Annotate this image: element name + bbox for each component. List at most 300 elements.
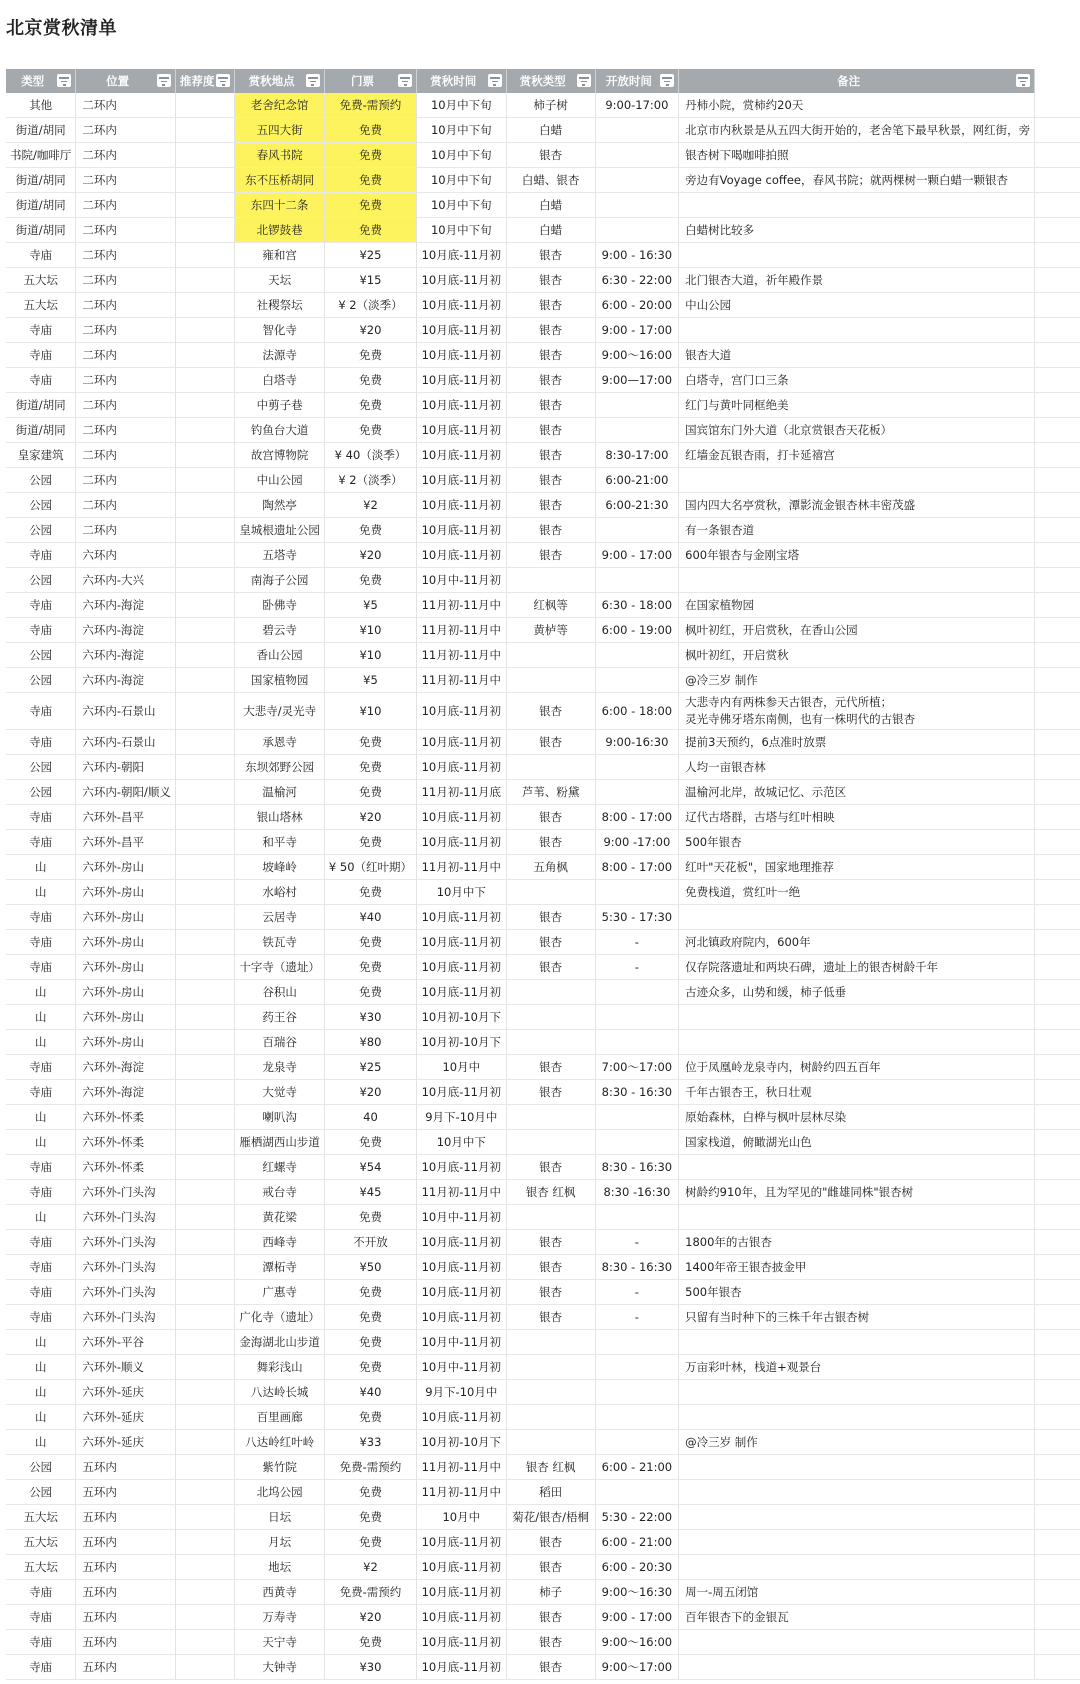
cell-rating[interactable] <box>175 568 235 593</box>
filter-icon[interactable] <box>157 74 171 87</box>
cell-time[interactable]: 10月底-11月初 <box>417 955 507 980</box>
cell-spot[interactable]: 云居寺 <box>235 905 325 930</box>
column-header-rating[interactable] <box>175 69 235 93</box>
cell-spot[interactable]: 银山塔林 <box>235 805 325 830</box>
cell-hours[interactable] <box>595 193 679 218</box>
cell-location[interactable]: 六环外-房山 <box>76 880 176 905</box>
table-row[interactable] <box>6 755 1080 780</box>
cell-location[interactable]: 五环内 <box>76 1605 176 1630</box>
cell-hours[interactable]: 6:00 - 20:00 <box>595 293 679 318</box>
table-row[interactable] <box>6 1005 1080 1030</box>
cell-time[interactable]: 10月底-11月初 <box>417 543 507 568</box>
cell-blank[interactable] <box>1035 168 1080 193</box>
cell-type[interactable]: 五大坛 <box>6 268 76 293</box>
cell-ticket[interactable]: 40 <box>324 1105 416 1130</box>
cell-ticket[interactable]: 免费 <box>324 1330 416 1355</box>
cell-rating[interactable] <box>175 143 235 168</box>
cell-notes[interactable]: 万亩彩叶林，栈道+观景台 <box>679 1355 1035 1380</box>
cell-location[interactable]: 六环内 <box>76 543 176 568</box>
table-row[interactable] <box>6 193 1080 218</box>
cell-location[interactable]: 六环外-怀柔 <box>76 1155 176 1180</box>
cell-location[interactable]: 五环内 <box>76 1455 176 1480</box>
cell-foliage[interactable]: 银杏 <box>506 443 595 468</box>
cell-foliage[interactable]: 银杏 <box>506 1655 595 1680</box>
cell-rating[interactable] <box>175 1405 235 1430</box>
cell-type[interactable]: 公园 <box>6 755 76 780</box>
cell-time[interactable]: 10月底-11月初 <box>417 755 507 780</box>
cell-notes[interactable] <box>679 1505 1035 1530</box>
cell-notes[interactable]: 枫叶初红，开启赏秋，在香山公园 <box>679 618 1035 643</box>
cell-spot[interactable]: 戒台寺 <box>235 1180 325 1205</box>
cell-rating[interactable] <box>175 1330 235 1355</box>
cell-blank[interactable] <box>1035 518 1080 543</box>
cell-notes[interactable]: 有一条银杏道 <box>679 518 1035 543</box>
column-header-location[interactable] <box>76 69 176 93</box>
cell-spot[interactable]: 大钟寺 <box>235 1655 325 1680</box>
table-row[interactable] <box>6 1130 1080 1155</box>
cell-ticket[interactable]: 免费 <box>324 780 416 805</box>
table-row[interactable] <box>6 1030 1080 1055</box>
cell-spot[interactable]: 百里画廊 <box>235 1405 325 1430</box>
cell-spot[interactable]: 中剪子巷 <box>235 393 325 418</box>
cell-ticket[interactable]: ¥ 40（淡季） <box>324 443 416 468</box>
cell-notes[interactable]: @冷三岁 制作 <box>679 1430 1035 1455</box>
cell-blank[interactable] <box>1035 1455 1080 1480</box>
column-header-spot[interactable] <box>235 69 325 93</box>
cell-location[interactable]: 二环内 <box>76 343 176 368</box>
cell-blank[interactable] <box>1035 1080 1080 1105</box>
cell-ticket[interactable]: ¥40 <box>324 905 416 930</box>
cell-time[interactable]: 10月中下旬 <box>417 93 507 118</box>
cell-location[interactable]: 二环内 <box>76 318 176 343</box>
cell-hours[interactable]: 9:00-17:00 <box>595 93 679 118</box>
cell-blank[interactable] <box>1035 1430 1080 1455</box>
cell-spot[interactable]: 万寿寺 <box>235 1605 325 1630</box>
table-row[interactable] <box>6 1305 1080 1330</box>
cell-rating[interactable] <box>175 1580 235 1605</box>
cell-hours[interactable]: - <box>595 955 679 980</box>
cell-ticket[interactable]: 免费 <box>324 955 416 980</box>
cell-location[interactable]: 六环外-怀柔 <box>76 1105 176 1130</box>
cell-time[interactable]: 11月初-11月中 <box>417 593 507 618</box>
cell-time[interactable]: 11月初-11月中 <box>417 618 507 643</box>
cell-ticket[interactable]: 免费 <box>324 343 416 368</box>
cell-spot[interactable]: 药王谷 <box>235 1005 325 1030</box>
cell-rating[interactable] <box>175 193 235 218</box>
cell-notes[interactable]: 大悲寺内有两株参天古银杏，元代所植； 灵光寺佛牙塔东南侧，也有一株明代的古银杏 <box>679 693 1035 730</box>
cell-ticket[interactable]: ¥33 <box>324 1430 416 1455</box>
cell-type[interactable]: 公园 <box>6 493 76 518</box>
cell-ticket[interactable]: ¥25 <box>324 1055 416 1080</box>
cell-notes[interactable]: 树龄约910年，且为罕见的"雌雄同株"银杏树 <box>679 1180 1035 1205</box>
cell-location[interactable]: 五环内 <box>76 1530 176 1555</box>
cell-blank[interactable] <box>1035 118 1080 143</box>
cell-spot[interactable]: 陶然亭 <box>235 493 325 518</box>
cell-foliage[interactable]: 银杏 <box>506 293 595 318</box>
cell-foliage[interactable]: 银杏 <box>506 518 595 543</box>
cell-notes[interactable]: 百年银杏下的金银瓦 <box>679 1605 1035 1630</box>
cell-rating[interactable] <box>175 1455 235 1480</box>
cell-notes[interactable]: 丹柿小院，赏柿约20天 <box>679 93 1035 118</box>
cell-type[interactable]: 山 <box>6 1005 76 1030</box>
cell-location[interactable]: 六环外-房山 <box>76 955 176 980</box>
cell-spot[interactable]: 西峰寺 <box>235 1230 325 1255</box>
cell-location[interactable]: 六环内-海淀 <box>76 618 176 643</box>
cell-time[interactable]: 10月中 <box>417 1055 507 1080</box>
cell-blank[interactable] <box>1035 1305 1080 1330</box>
cell-ticket[interactable]: ¥80 <box>324 1030 416 1055</box>
cell-rating[interactable] <box>175 493 235 518</box>
cell-hours[interactable]: 9:00 - 17:00 <box>595 1605 679 1630</box>
cell-foliage[interactable]: 银杏 <box>506 830 595 855</box>
cell-location[interactable]: 二环内 <box>76 493 176 518</box>
cell-notes[interactable]: 国内四大名亭赏秋，潭影流金银杏林丰密茂盛 <box>679 493 1035 518</box>
cell-hours[interactable] <box>595 1030 679 1055</box>
cell-foliage[interactable]: 银杏 <box>506 543 595 568</box>
cell-foliage[interactable] <box>506 1405 595 1430</box>
cell-blank[interactable] <box>1035 193 1080 218</box>
cell-blank[interactable] <box>1035 1330 1080 1355</box>
table-row[interactable] <box>6 1280 1080 1305</box>
cell-blank[interactable] <box>1035 393 1080 418</box>
table-row[interactable] <box>6 1055 1080 1080</box>
cell-type[interactable]: 山 <box>6 855 76 880</box>
cell-time[interactable]: 10月底-11月初 <box>417 393 507 418</box>
column-header-foliage[interactable] <box>506 69 595 93</box>
cell-blank[interactable] <box>1035 1130 1080 1155</box>
cell-time[interactable]: 11月初-11月中 <box>417 855 507 880</box>
cell-type[interactable]: 寺庙 <box>6 243 76 268</box>
table-row[interactable] <box>6 1455 1080 1480</box>
cell-rating[interactable] <box>175 1080 235 1105</box>
cell-hours[interactable] <box>595 1130 679 1155</box>
table-row[interactable] <box>6 293 1080 318</box>
cell-blank[interactable] <box>1035 243 1080 268</box>
cell-rating[interactable] <box>175 880 235 905</box>
cell-hours[interactable]: 8:30 -16:30 <box>595 1180 679 1205</box>
cell-blank[interactable] <box>1035 543 1080 568</box>
table-row[interactable] <box>6 418 1080 443</box>
cell-notes[interactable]: 免费栈道，赏红叶一绝 <box>679 880 1035 905</box>
cell-ticket[interactable]: 免费 <box>324 1405 416 1430</box>
table-row[interactable] <box>6 780 1080 805</box>
cell-hours[interactable]: 6:00 - 21:00 <box>595 1455 679 1480</box>
cell-spot[interactable]: 百瑞谷 <box>235 1030 325 1055</box>
filter-icon[interactable] <box>216 74 230 87</box>
cell-foliage[interactable] <box>506 880 595 905</box>
cell-foliage[interactable] <box>506 755 595 780</box>
cell-hours[interactable] <box>595 643 679 668</box>
cell-type[interactable]: 公园 <box>6 568 76 593</box>
cell-spot[interactable]: 东不压桥胡同 <box>235 168 325 193</box>
cell-time[interactable]: 10月底-11月初 <box>417 443 507 468</box>
cell-notes[interactable]: 白塔寺，宫门口三条 <box>679 368 1035 393</box>
cell-ticket[interactable]: ¥10 <box>324 693 416 730</box>
cell-spot[interactable]: 皇城根遗址公园 <box>235 518 325 543</box>
cell-blank[interactable] <box>1035 593 1080 618</box>
cell-location[interactable]: 二环内 <box>76 393 176 418</box>
cell-notes[interactable]: 白蜡树比较多 <box>679 218 1035 243</box>
cell-hours[interactable]: 9:00～16:00 <box>595 343 679 368</box>
cell-time[interactable]: 10月底-11月初 <box>417 830 507 855</box>
cell-rating[interactable] <box>175 393 235 418</box>
cell-hours[interactable] <box>595 880 679 905</box>
cell-foliage[interactable] <box>506 643 595 668</box>
cell-foliage[interactable]: 银杏 <box>506 1055 595 1080</box>
cell-blank[interactable] <box>1035 368 1080 393</box>
cell-spot[interactable]: 地坛 <box>235 1555 325 1580</box>
cell-foliage[interactable]: 稻田 <box>506 1480 595 1505</box>
table-row[interactable] <box>6 905 1080 930</box>
table-row[interactable] <box>6 243 1080 268</box>
table-row[interactable] <box>6 1405 1080 1430</box>
cell-hours[interactable]: 9:00 - 17:00 <box>595 318 679 343</box>
cell-type[interactable]: 山 <box>6 1380 76 1405</box>
cell-type[interactable]: 寺庙 <box>6 730 76 755</box>
cell-ticket[interactable]: ¥45 <box>324 1180 416 1205</box>
cell-blank[interactable] <box>1035 1405 1080 1430</box>
filter-icon[interactable] <box>398 74 412 87</box>
cell-spot[interactable]: 北坞公园 <box>235 1480 325 1505</box>
cell-notes[interactable]: 红墙金瓦银杏雨，打卡延禧宫 <box>679 443 1035 468</box>
cell-notes[interactable]: 温榆河北岸，故城记忆、示范区 <box>679 780 1035 805</box>
cell-ticket[interactable]: 免费 <box>324 393 416 418</box>
cell-time[interactable]: 10月底-11月初 <box>417 905 507 930</box>
cell-type[interactable]: 寺庙 <box>6 1630 76 1655</box>
cell-blank[interactable] <box>1035 755 1080 780</box>
cell-location[interactable]: 六环外-房山 <box>76 1030 176 1055</box>
cell-type[interactable]: 寺庙 <box>6 1280 76 1305</box>
cell-notes[interactable] <box>679 318 1035 343</box>
cell-foliage[interactable] <box>506 568 595 593</box>
cell-type[interactable]: 山 <box>6 1430 76 1455</box>
cell-type[interactable]: 山 <box>6 1105 76 1130</box>
cell-type[interactable]: 寺庙 <box>6 1255 76 1280</box>
cell-hours[interactable]: 9:00 - 17:00 <box>595 543 679 568</box>
cell-time[interactable]: 11月初-11月中 <box>417 1455 507 1480</box>
cell-ticket[interactable]: ¥20 <box>324 1605 416 1630</box>
cell-time[interactable]: 10月中下旬 <box>417 143 507 168</box>
cell-blank[interactable] <box>1035 468 1080 493</box>
cell-rating[interactable] <box>175 93 235 118</box>
table-row[interactable] <box>6 643 1080 668</box>
cell-time[interactable]: 10月底-11月初 <box>417 730 507 755</box>
cell-blank[interactable] <box>1035 1180 1080 1205</box>
cell-hours[interactable]: 6:00-21:00 <box>595 468 679 493</box>
cell-ticket[interactable]: ¥2 <box>324 493 416 518</box>
cell-rating[interactable] <box>175 730 235 755</box>
cell-location[interactable]: 六环外-昌平 <box>76 805 176 830</box>
cell-notes[interactable]: 位于凤凰岭龙泉寺内，树龄约四五百年 <box>679 1055 1035 1080</box>
cell-rating[interactable] <box>175 1630 235 1655</box>
cell-ticket[interactable]: ¥20 <box>324 1080 416 1105</box>
cell-hours[interactable]: 8:30-17:00 <box>595 443 679 468</box>
cell-notes[interactable]: 1800年的古银杏 <box>679 1230 1035 1255</box>
cell-foliage[interactable] <box>506 1005 595 1030</box>
cell-rating[interactable] <box>175 1280 235 1305</box>
cell-notes[interactable]: 红门与黄叶同框绝美 <box>679 393 1035 418</box>
cell-rating[interactable] <box>175 293 235 318</box>
cell-hours[interactable]: 6:00 - 21:00 <box>595 1530 679 1555</box>
cell-blank[interactable] <box>1035 930 1080 955</box>
cell-hours[interactable] <box>595 168 679 193</box>
cell-spot[interactable]: 潭柘寺 <box>235 1255 325 1280</box>
cell-type[interactable]: 书院/咖啡厅 <box>6 143 76 168</box>
cell-hours[interactable]: 9:00～17:00 <box>595 1655 679 1680</box>
cell-type[interactable]: 寺庙 <box>6 1655 76 1680</box>
cell-spot[interactable]: 故宫博物院 <box>235 443 325 468</box>
cell-notes[interactable] <box>679 1480 1035 1505</box>
cell-time[interactable]: 10月中下 <box>417 880 507 905</box>
cell-location[interactable]: 二环内 <box>76 168 176 193</box>
cell-rating[interactable] <box>175 1205 235 1230</box>
cell-spot[interactable]: 大悲寺/灵光寺 <box>235 693 325 730</box>
table-row[interactable] <box>6 880 1080 905</box>
cell-rating[interactable] <box>175 1655 235 1680</box>
cell-notes[interactable] <box>679 905 1035 930</box>
cell-blank[interactable] <box>1035 955 1080 980</box>
cell-blank[interactable] <box>1035 780 1080 805</box>
cell-ticket[interactable]: ¥2 <box>324 1555 416 1580</box>
cell-hours[interactable]: - <box>595 1230 679 1255</box>
cell-foliage[interactable]: 银杏 <box>506 805 595 830</box>
cell-type[interactable]: 山 <box>6 1405 76 1430</box>
cell-type[interactable]: 公园 <box>6 468 76 493</box>
cell-foliage[interactable]: 银杏 <box>506 1555 595 1580</box>
cell-spot[interactable]: 碧云寺 <box>235 618 325 643</box>
cell-blank[interactable] <box>1035 1655 1080 1680</box>
cell-spot[interactable]: 白塔寺 <box>235 368 325 393</box>
cell-type[interactable]: 街道/胡同 <box>6 193 76 218</box>
table-row[interactable] <box>6 1480 1080 1505</box>
cell-ticket[interactable]: ¥10 <box>324 618 416 643</box>
cell-foliage[interactable]: 银杏 <box>506 730 595 755</box>
cell-rating[interactable] <box>175 1505 235 1530</box>
cell-location[interactable]: 二环内 <box>76 418 176 443</box>
cell-blank[interactable] <box>1035 855 1080 880</box>
table-row[interactable] <box>6 168 1080 193</box>
cell-spot[interactable]: 温榆河 <box>235 780 325 805</box>
cell-blank[interactable] <box>1035 1630 1080 1655</box>
cell-type[interactable]: 其他 <box>6 93 76 118</box>
cell-spot[interactable]: 水峪村 <box>235 880 325 905</box>
cell-type[interactable]: 山 <box>6 1355 76 1380</box>
cell-location[interactable]: 二环内 <box>76 443 176 468</box>
table-row[interactable] <box>6 1555 1080 1580</box>
cell-ticket[interactable]: ¥20 <box>324 805 416 830</box>
cell-spot[interactable]: 铁瓦寺 <box>235 930 325 955</box>
cell-ticket[interactable]: 免费 <box>324 980 416 1005</box>
table-row[interactable] <box>6 468 1080 493</box>
cell-spot[interactable]: 红螺寺 <box>235 1155 325 1180</box>
cell-time[interactable]: 10月底-11月初 <box>417 318 507 343</box>
table-row[interactable] <box>6 318 1080 343</box>
cell-hours[interactable]: 9:00 -17:00 <box>595 830 679 855</box>
cell-location[interactable]: 六环外-门头沟 <box>76 1255 176 1280</box>
table-row[interactable] <box>6 1630 1080 1655</box>
cell-type[interactable]: 寺庙 <box>6 905 76 930</box>
cell-blank[interactable] <box>1035 1580 1080 1605</box>
cell-hours[interactable]: 7:00～17:00 <box>595 1055 679 1080</box>
cell-foliage[interactable]: 银杏 <box>506 368 595 393</box>
cell-location[interactable]: 二环内 <box>76 368 176 393</box>
cell-type[interactable]: 山 <box>6 880 76 905</box>
cell-notes[interactable] <box>679 1630 1035 1655</box>
cell-spot[interactable]: 十字寺（遗址） <box>235 955 325 980</box>
cell-time[interactable]: 10月底-11月初 <box>417 493 507 518</box>
cell-type[interactable]: 寺庙 <box>6 343 76 368</box>
table-row[interactable] <box>6 1105 1080 1130</box>
cell-hours[interactable]: 9:00-16:30 <box>595 730 679 755</box>
filter-icon[interactable] <box>660 74 674 87</box>
table-row[interactable] <box>6 1355 1080 1380</box>
cell-spot[interactable]: 雍和宫 <box>235 243 325 268</box>
cell-time[interactable]: 10月底-11月初 <box>417 1255 507 1280</box>
cell-spot[interactable]: 黄花梁 <box>235 1205 325 1230</box>
cell-ticket[interactable]: 免费-需预约 <box>324 1580 416 1605</box>
cell-type[interactable]: 寺庙 <box>6 618 76 643</box>
cell-ticket[interactable]: ¥ 2（淡季） <box>324 468 416 493</box>
cell-notes[interactable]: 千年古银杏王，秋日壮观 <box>679 1080 1035 1105</box>
cell-blank[interactable] <box>1035 93 1080 118</box>
cell-hours[interactable]: 6:00 - 18:00 <box>595 693 679 730</box>
cell-foliage[interactable]: 银杏 <box>506 268 595 293</box>
table-row[interactable] <box>6 1330 1080 1355</box>
cell-type[interactable]: 寺庙 <box>6 955 76 980</box>
cell-location[interactable]: 六环外-海淀 <box>76 1055 176 1080</box>
cell-rating[interactable] <box>175 1055 235 1080</box>
cell-ticket[interactable]: 免费 <box>324 1530 416 1555</box>
cell-spot[interactable]: 八达岭长城 <box>235 1380 325 1405</box>
cell-rating[interactable] <box>175 955 235 980</box>
cell-location[interactable]: 五环内 <box>76 1630 176 1655</box>
cell-location[interactable]: 六环内-海淀 <box>76 668 176 693</box>
table-row[interactable] <box>6 593 1080 618</box>
cell-type[interactable]: 公园 <box>6 668 76 693</box>
cell-time[interactable]: 10月底-11月初 <box>417 1530 507 1555</box>
cell-time[interactable]: 10月底-11月初 <box>417 293 507 318</box>
cell-foliage[interactable] <box>506 1105 595 1130</box>
cell-blank[interactable] <box>1035 1505 1080 1530</box>
cell-blank[interactable] <box>1035 905 1080 930</box>
cell-ticket[interactable]: 免费 <box>324 1280 416 1305</box>
cell-blank[interactable] <box>1035 1355 1080 1380</box>
cell-foliage[interactable] <box>506 1430 595 1455</box>
cell-foliage[interactable] <box>506 980 595 1005</box>
table-row[interactable] <box>6 493 1080 518</box>
cell-time[interactable]: 10月中下 <box>417 1130 507 1155</box>
cell-location[interactable]: 二环内 <box>76 118 176 143</box>
table-row[interactable] <box>6 568 1080 593</box>
cell-blank[interactable] <box>1035 830 1080 855</box>
cell-foliage[interactable]: 银杏 红枫 <box>506 1180 595 1205</box>
cell-type[interactable]: 山 <box>6 1030 76 1055</box>
cell-location[interactable]: 六环外-门头沟 <box>76 1180 176 1205</box>
cell-blank[interactable] <box>1035 218 1080 243</box>
cell-time[interactable]: 11月初-11月中 <box>417 643 507 668</box>
cell-location[interactable]: 六环外-顺义 <box>76 1355 176 1380</box>
cell-notes[interactable]: 国宾馆东门外大道（北京赏银杏天花板） <box>679 418 1035 443</box>
cell-hours[interactable] <box>595 1205 679 1230</box>
cell-ticket[interactable]: 免费 <box>324 1480 416 1505</box>
cell-hours[interactable]: 9:00～16:30 <box>595 1580 679 1605</box>
cell-type[interactable]: 街道/胡同 <box>6 168 76 193</box>
cell-notes[interactable]: 河北镇政府院内，600年 <box>679 930 1035 955</box>
table-row[interactable] <box>6 1505 1080 1530</box>
cell-time[interactable]: 11月初-11月中 <box>417 1480 507 1505</box>
cell-time[interactable]: 9月下-10月中 <box>417 1380 507 1405</box>
table-row[interactable] <box>6 1180 1080 1205</box>
